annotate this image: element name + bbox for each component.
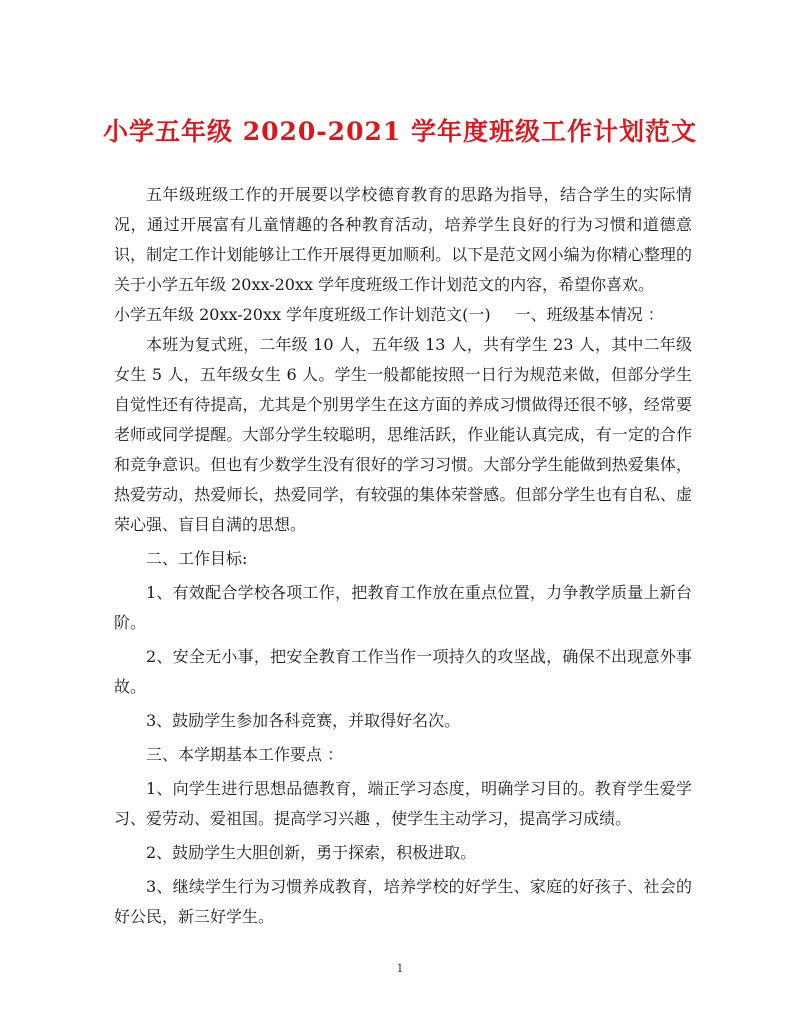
page-number: 1 xyxy=(396,962,404,975)
point-item: 3、继续学生行为习惯养成教育，培养学校的好学生、家庭的好孩子、社会的好公民，新三好学生。 xyxy=(114,877,692,926)
document-body xyxy=(114,180,692,932)
document-title: 小学五年级 2020-2021 学年度班级工作计划范文 xyxy=(103,117,697,146)
point-item: 1、向学生进行思想品德教育，端正学习态度，明确学习目的。教育学生爱学习、爱劳动、爱祖国。提高学习兴趣 ，使学生主动学习，提高学习成绩。 xyxy=(114,779,692,828)
goal-item: 3、鼓励学生参加各科竞赛，并取得好名次。 xyxy=(146,711,461,730)
point-item: 2、鼓励学生大胆创新，勇于探索，积极进取。 xyxy=(146,843,477,862)
section1-heading: 一、班级基本情况 ： xyxy=(514,305,664,324)
goal-item: 1、有效配合学校各项工作，把教育工作放在重点位置，力争教学质量上新台阶。 xyxy=(114,583,692,632)
section1-body: 本班为复式班，二年级 10 人，五年级 13 人，共有学生 23 人，其中二年级女生 5 人，五年级女生 6 人。学生一般都能按照一日行为规范来做，但部分学生自觉性还有待提高，尤其是个别男学生在这方面的养成习惯做得还很不够，经常要老师或同学提醒。大部分学生较聪明，思维活跃，作业能认真完成，有一定的合作和竞争意识。但也有少数学生没有很好的学习习惯。大部分学生能做到热爱集体，热爱劳动，热爱师长，热爱同学，有较强的集体荣誉感。但部分学生也有自私、虚荣心强、盲目自满的思想。 xyxy=(114,335,692,534)
goal-item: 2、安全无小事，把安全教育工作当作一项持久的攻坚战，确保不出现意外事故。 xyxy=(114,647,692,696)
section3-heading: 三、本学期基本工作要点 ： xyxy=(146,745,344,764)
subtitle-line xyxy=(114,300,692,330)
intro-paragraph: 五年级班级工作的开展要以学校德育教育的思路为指导，结合学生的实际情况，通过开展富有儿童情趣的各种教育活动，培养学生良好的行为习惯和道德意识，制定工作计划能够让工作开展得更加顺利。以下是范文网小编为你精心整理的关于小学五年级 20xx-20xx 学年度班级工作计划范文的内容，希望你喜欢。 xyxy=(114,185,692,294)
section2-heading: 二、工作目标: xyxy=(146,549,248,568)
document-subtitle: 小学五年级 20xx-20xx 学年度班级工作计划范文(一) xyxy=(114,305,491,324)
